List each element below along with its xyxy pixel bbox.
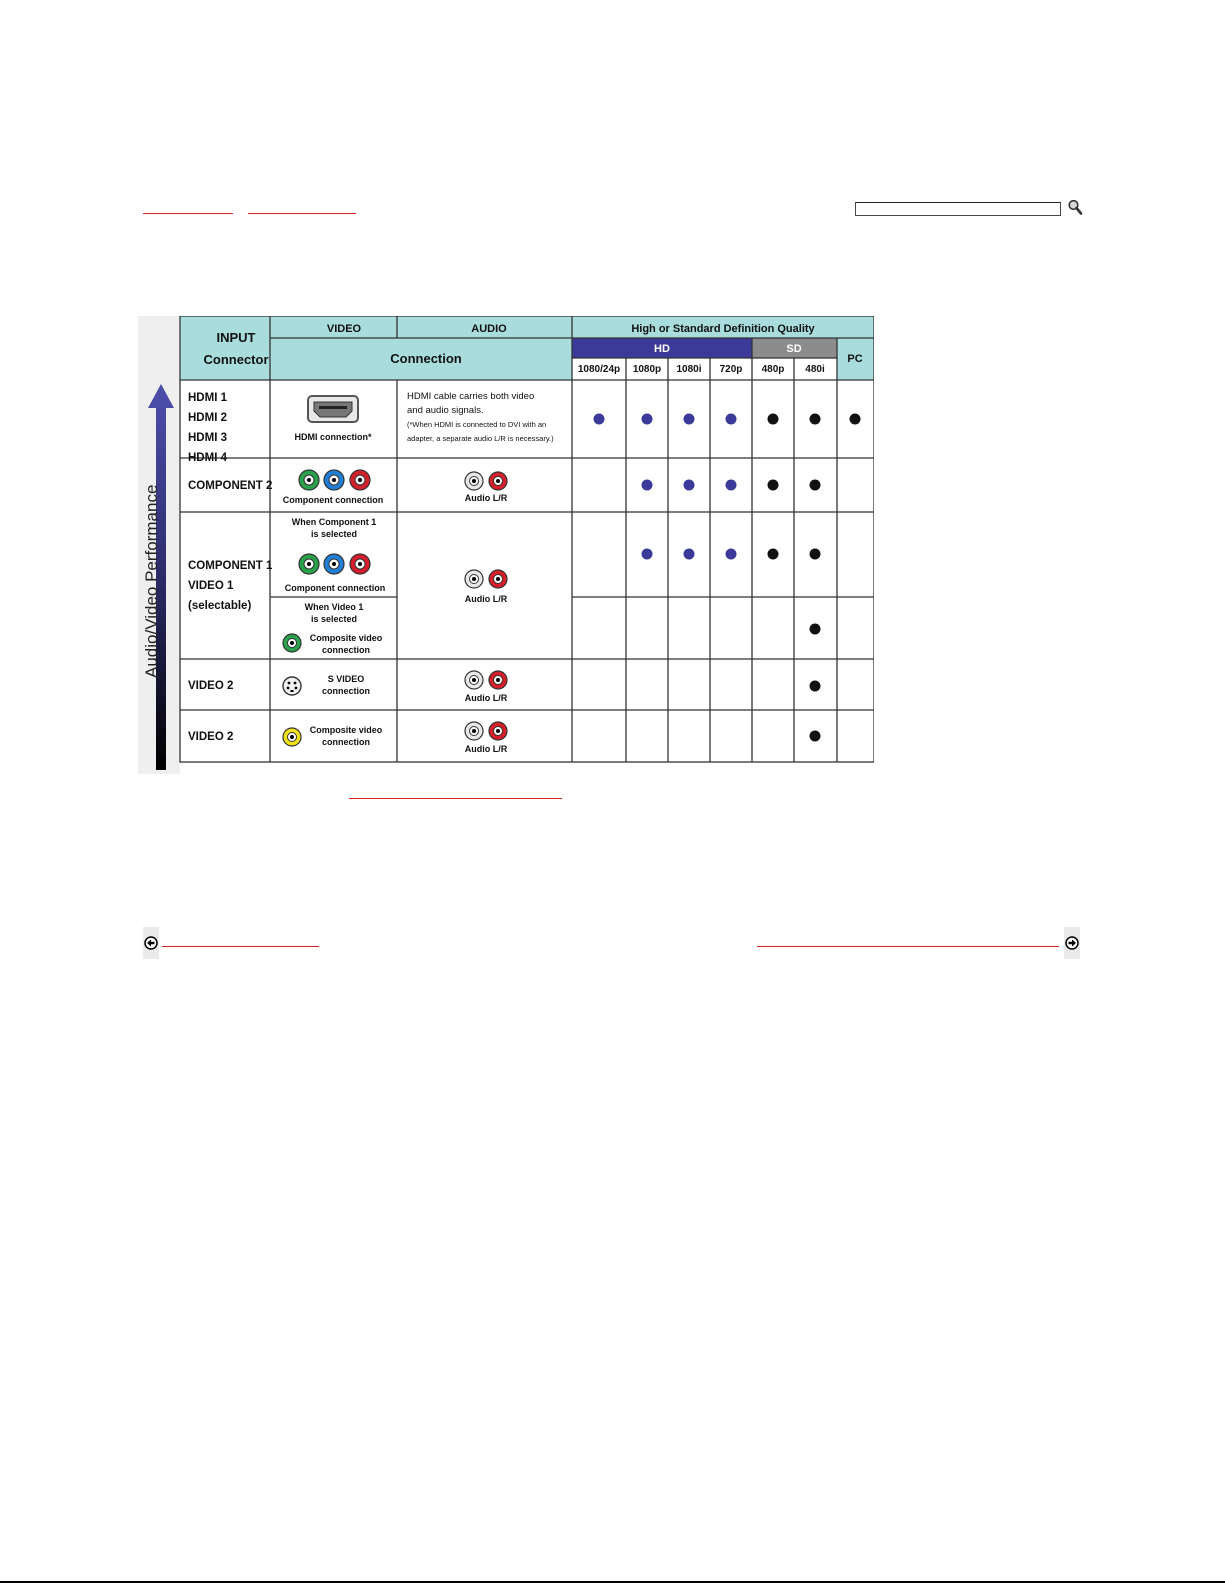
support-dot [684,414,695,425]
prev-link[interactable] [162,946,319,947]
support-dot [768,414,779,425]
support-dot [810,731,821,742]
support-dot [684,480,695,491]
support-dot [810,414,821,425]
format-label: 480p [761,364,785,375]
svideo-audio-label: Audio L/R [464,693,508,703]
support-dot [642,480,653,491]
input-hdmi-2: HDMI 2 [188,412,227,424]
grid [180,316,874,762]
input-video-1: VIDEO 1 [188,580,234,592]
arrow-right-icon [1064,927,1080,959]
input-hdmi-4: HDMI 4 [188,452,227,464]
composite-audio-label: Audio L/R [464,744,508,754]
comp1-connection-label: Component connection [284,583,386,593]
top-link-2[interactable] [248,213,356,214]
format-label: 720p [719,364,743,375]
support-dots [594,414,861,742]
page-bottom-rule [0,1581,1225,1583]
support-dot [850,414,861,425]
header-sd: SD [786,343,802,355]
component1-audio-label: Audio L/R [464,594,508,604]
support-dot [726,480,737,491]
row-component-2 [188,470,508,505]
audio-lr-jacks-icon [465,722,507,740]
audio-lr-jacks-icon [465,472,507,490]
support-dot [642,414,653,425]
header-connector: Connector [203,352,269,367]
support-dot [768,480,779,491]
svideo-line2: connection [321,686,371,696]
row-component-1 [188,517,508,655]
video1-selected-line1: When Video 1 [304,602,364,612]
next-link[interactable] [757,946,1059,947]
support-dot [810,480,821,491]
hdmi-port-icon [308,396,358,422]
input-video-2: VIDEO 2 [188,680,234,692]
chart-footer-link[interactable] [349,798,562,799]
header-hd: HD [654,343,670,355]
support-dot [810,549,821,560]
component2-audio-label: Audio L/R [464,493,508,503]
input-selectable: (selectable) [188,600,252,612]
svideo-line1: S VIDEO [327,674,365,684]
composite-jack-icon [283,634,301,652]
format-label: 1080i [676,364,702,375]
next-nav[interactable] [1064,927,1080,959]
row-video-2-svideo [188,671,508,703]
input-component-1: COMPONENT 1 [188,560,273,572]
support-dot [726,549,737,560]
comp1-selected-line1: When Component 1 [291,517,377,527]
composite-jack-icon [283,728,301,746]
support-dot [594,414,605,425]
hdmi-audio-line1: HDMI cable carries both video [407,391,535,402]
support-dot [642,549,653,560]
input-hdmi-3: HDMI 3 [188,432,227,444]
hdmi-note-line1: (*When HDMI is connected to DVI with an [407,420,547,429]
input-video-2: VIDEO 2 [188,731,234,743]
composite-line2: connection [321,737,371,747]
input-hdmi-1: HDMI 1 [188,392,227,404]
row-hdmi [188,391,554,464]
magnifier-icon[interactable] [1066,198,1084,216]
connection-compatibility-chart [138,316,874,774]
header-pc: PC [847,353,863,365]
top-link-1[interactable] [143,213,233,214]
support-dot [768,549,779,560]
component-jacks-icon [299,554,370,574]
hdmi-note-line2: adapter, a separate audio L/R is necessary.) [407,434,554,443]
video1-composite-line2: connection [321,645,371,655]
arrow-left-icon [143,927,159,959]
support-dot [726,414,737,425]
input-component-2: COMPONENT 2 [188,480,273,492]
header-input: INPUT [216,330,256,345]
audio-lr-jacks-icon [465,671,507,689]
row-video-2-composite [188,722,508,754]
format-label: 1080/24p [577,364,621,375]
composite-line1: Composite video [309,725,383,735]
component2-connection-label: Component connection [282,495,384,505]
format-label: 1080p [632,364,662,375]
header-quality: High or Standard Definition Quality [631,323,815,335]
support-dot [810,624,821,635]
header-audio: AUDIO [471,323,507,335]
hdmi-connection-label: HDMI connection* [294,432,372,442]
support-dot [684,549,695,560]
component-jacks-icon [299,470,370,490]
format-label: 480i [805,364,825,375]
header-video: VIDEO [326,323,362,335]
performance-label: Audio/Video Performance [142,484,161,678]
search-input[interactable] [855,202,1061,216]
video1-composite-line1: Composite video [309,633,383,643]
audio-lr-jacks-icon [465,570,507,588]
header-connection: Connection [390,351,462,366]
comp1-selected-line2: is selected [310,529,358,539]
video1-selected-line2: is selected [310,614,358,624]
svideo-jack-icon [283,677,301,695]
prev-nav[interactable] [143,927,159,959]
chart-svg [138,316,874,774]
support-dot [810,681,821,692]
hdmi-audio-line2: and audio signals. [407,405,484,416]
